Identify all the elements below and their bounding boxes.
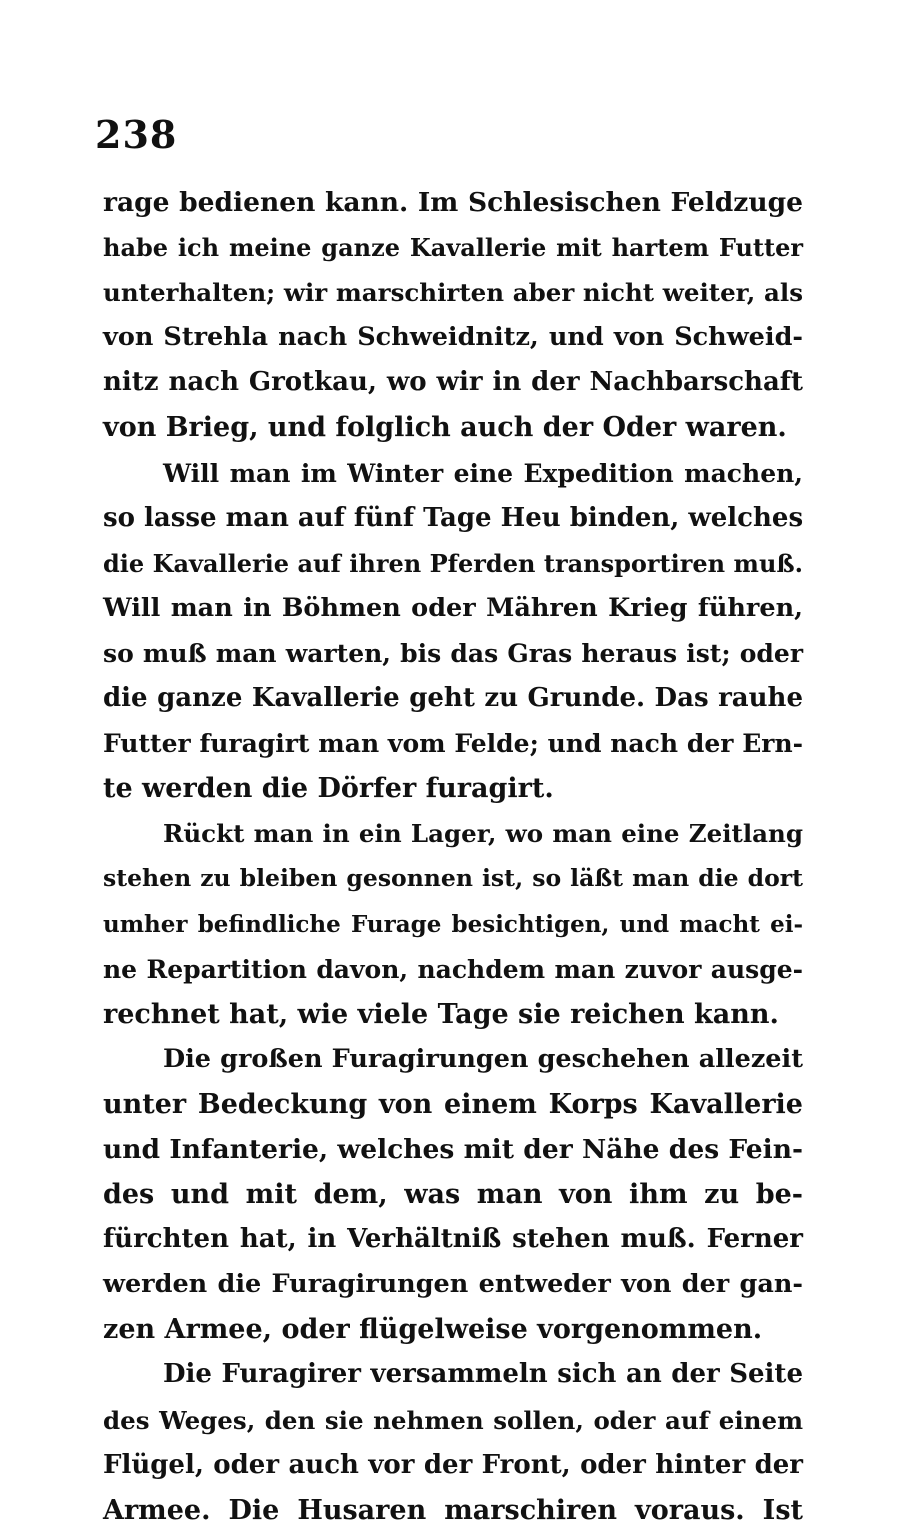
text-line: Flügel, oder auch vor der Front, oder hinter der bbox=[103, 1449, 803, 1480]
paragraph-start-line: Die Furagirer versammeln sich an der Seite bbox=[163, 1359, 803, 1390]
text-line: des Weges, den sie nehmen sollen, oder auf einem bbox=[103, 1405, 803, 1435]
page-number: 238 bbox=[95, 112, 178, 157]
text-line: von Brieg, und folglich auch der Oder waren. bbox=[103, 412, 787, 444]
text-line: so muß man warten, bis das Gras heraus ist; oder bbox=[103, 638, 803, 668]
text-line: die Kavallerie auf ihren Pferden transportiren muß. bbox=[103, 548, 803, 578]
text-line: fürchten hat, in Verhältniß stehen muß. Ferner bbox=[103, 1224, 803, 1255]
text-line: unter Bedeckung von einem Korps Kavallerie bbox=[103, 1088, 803, 1120]
text-line: unterhalten; wir marschirten aber nicht weiter, als bbox=[103, 278, 803, 308]
text-line: Will man in Böhmen oder Mähren Krieg führen, bbox=[103, 592, 803, 623]
text-line: ne Repartition davon, nachdem man zuvor ausge- bbox=[103, 954, 803, 984]
text-line: stehen zu bleiben gesonnen ist, so läßt man die dort bbox=[103, 864, 803, 893]
text-line: nitz nach Grotkau, wo wir in der Nachbarschaft bbox=[103, 367, 803, 398]
text-line: die ganze Kavallerie geht zu Grunde. Das rauhe bbox=[103, 683, 803, 714]
text-line: des und mit dem, was man von ihm zu be- bbox=[103, 1179, 803, 1211]
paragraph-start-line: Will man im Winter eine Expedition machen, bbox=[163, 458, 803, 488]
text-line: werden die Furagirungen entweder von der gan- bbox=[103, 1269, 803, 1300]
text-line: habe ich meine ganze Kavallerie mit hartem Futter bbox=[103, 233, 803, 263]
text-line: rage bedienen kann. Im Schlesischen Feldzuge bbox=[103, 187, 803, 218]
paragraph-start-line: Rückt man in ein Lager, wo man eine Zeitlang bbox=[163, 819, 803, 849]
text-line: von Strehla nach Schweidnitz, und von Schweid- bbox=[103, 322, 803, 353]
body-text bbox=[103, 180, 803, 1533]
text-line: umher befindliche Furage besichtigen, und macht ei- bbox=[103, 910, 803, 938]
paragraph-start-line: Die großen Furagirungen geschehen allezeit bbox=[163, 1043, 803, 1074]
text-line: zen Armee, oder flügelweise vorgenommen. bbox=[103, 1314, 763, 1346]
text-line: te werden die Dörfer furagirt. bbox=[103, 773, 554, 805]
text-line: Armee. Die Husaren marschiren voraus. Ist bbox=[103, 1494, 803, 1526]
text-line: Futter furagirt man vom Felde; und nach der Ern- bbox=[103, 729, 803, 759]
text-line: so lasse man auf fünf Tage Heu binden, welches bbox=[103, 502, 804, 533]
text-line: und Infanterie, welches mit der Nähe des Fein- bbox=[103, 1133, 803, 1165]
text-line: rechnet hat, wie viele Tage sie reichen kann. bbox=[103, 998, 779, 1030]
